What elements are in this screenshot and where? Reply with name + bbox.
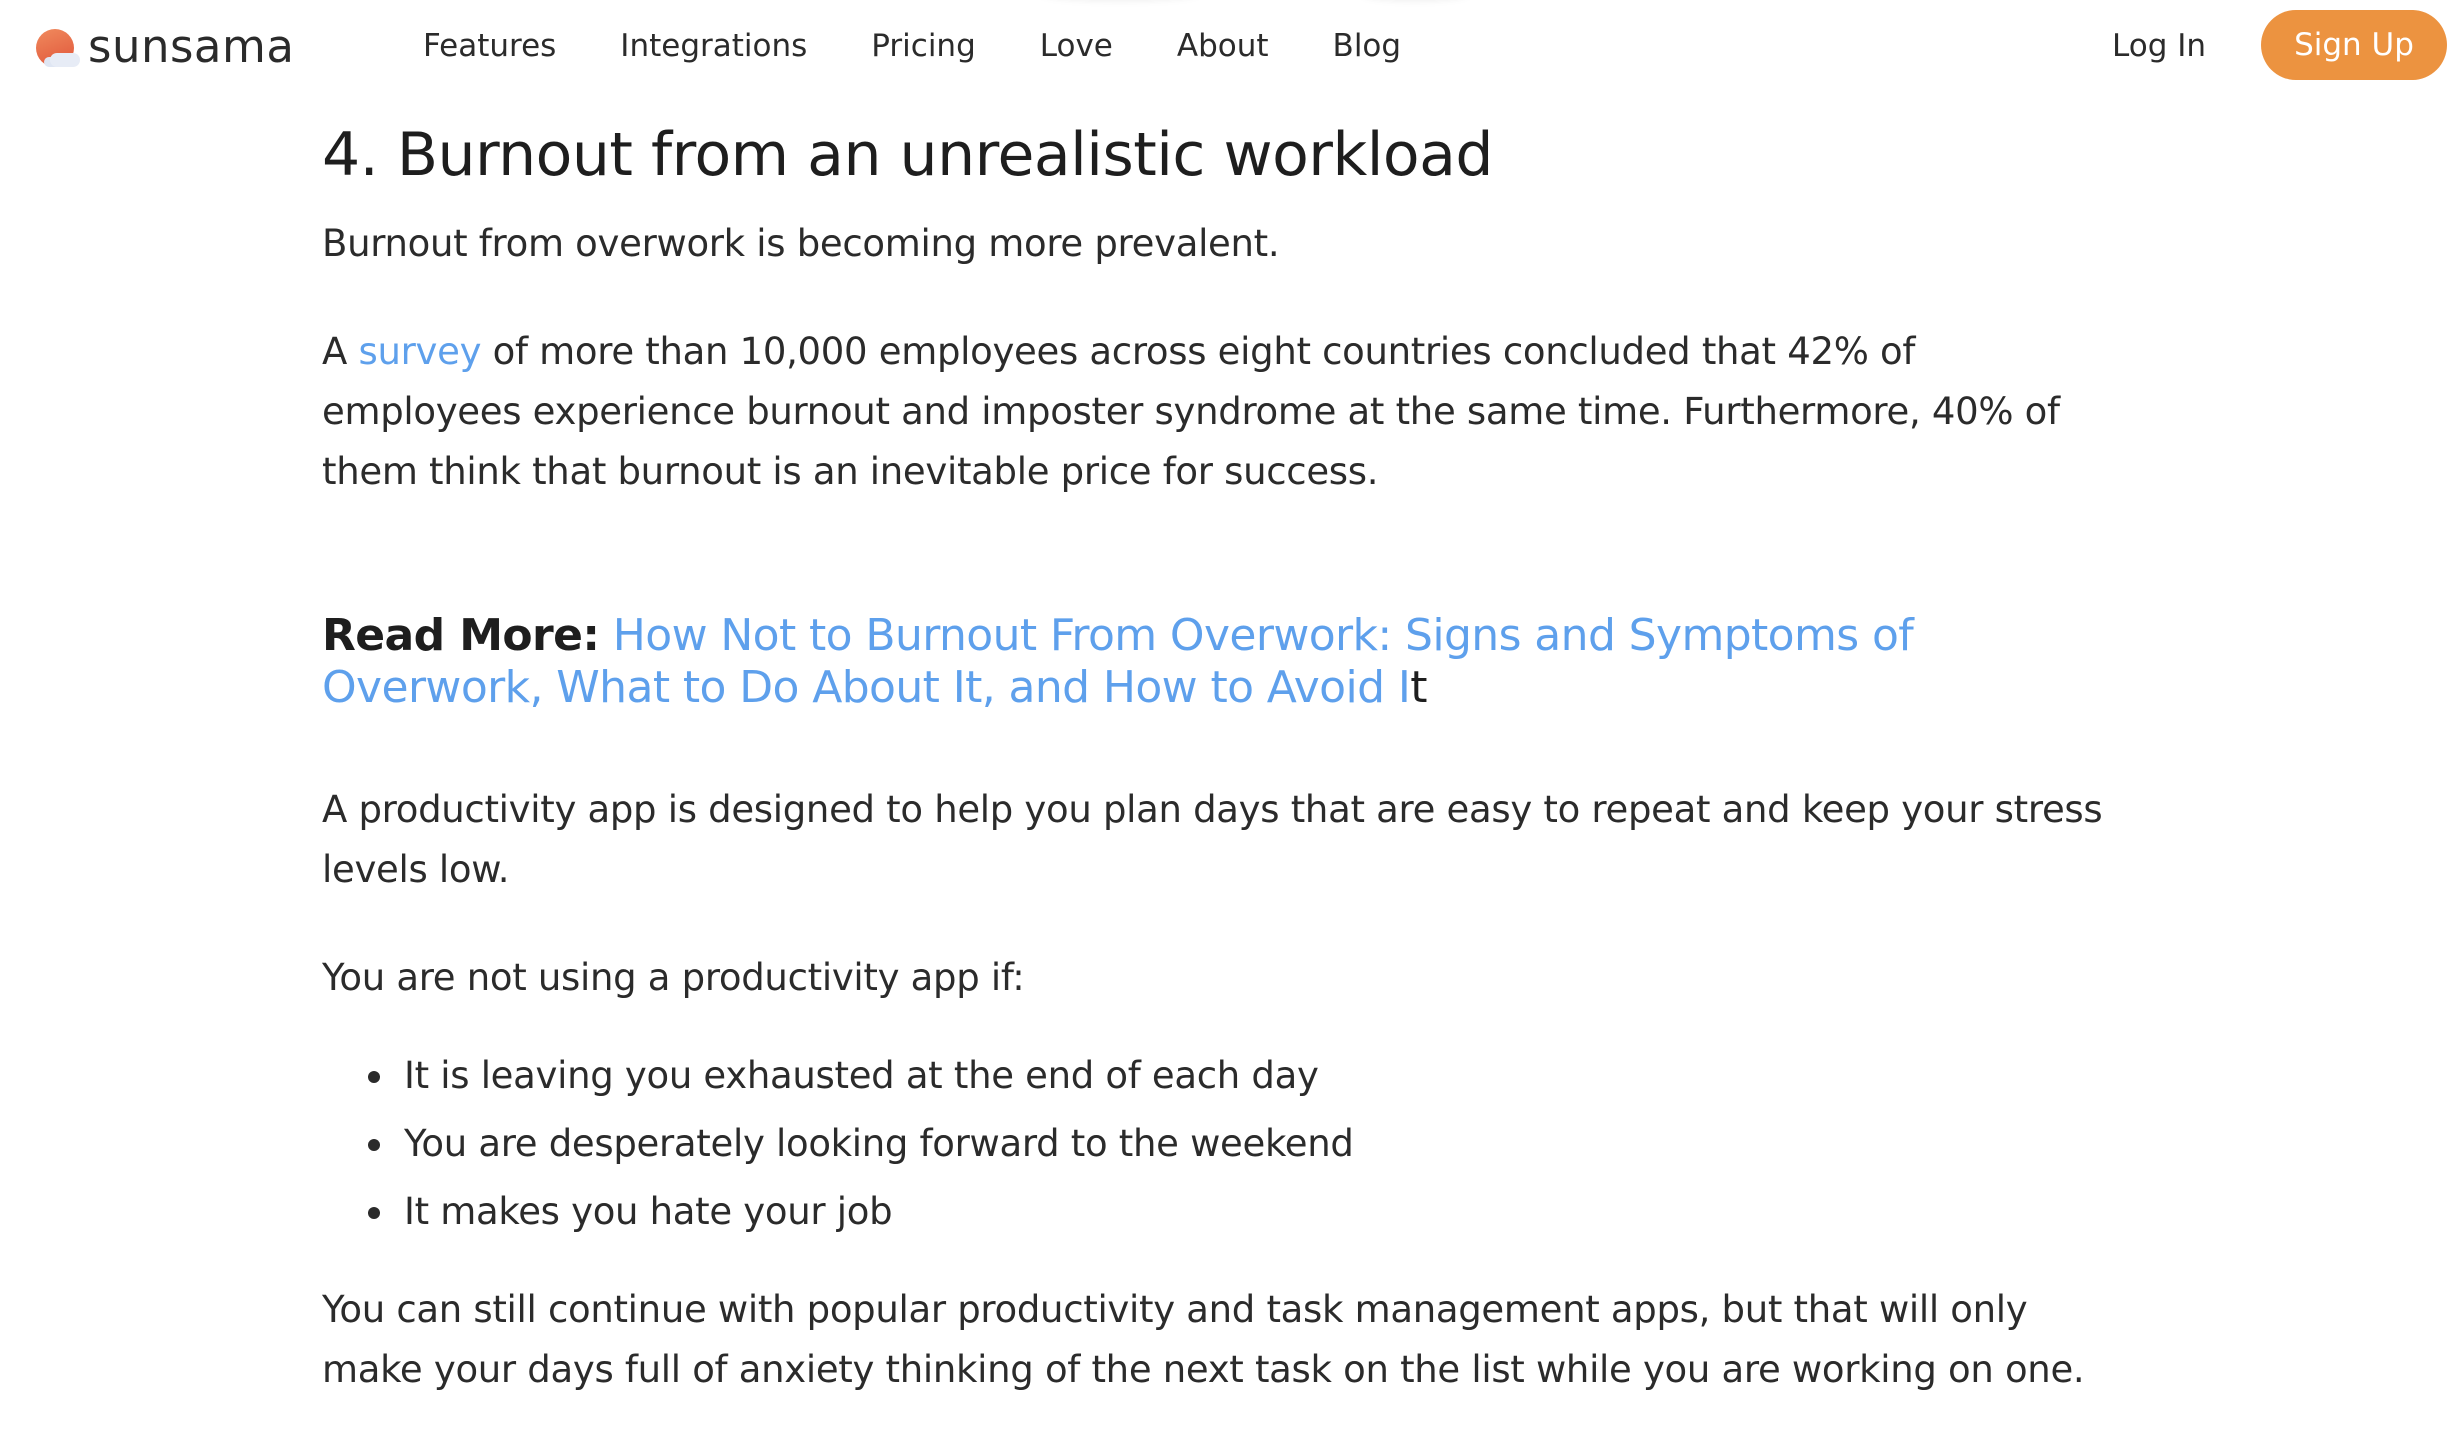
nav-integrations[interactable]: Integrations	[620, 28, 808, 64]
signup-button[interactable]: Sign Up	[2261, 10, 2447, 80]
site-header	[0, 0, 2464, 96]
paragraph-text: of more than 10,000 employees across eight countries concluded that 42% of employees experience burnout and imposter syndrome at the same time. Furthermore, 40% of them think that burnout is an inevitable price for success.	[322, 330, 2060, 493]
survey-link[interactable]: survey	[358, 330, 482, 373]
bullet-icon	[368, 1071, 380, 1083]
paragraph-text: A	[322, 330, 359, 373]
nav-pricing[interactable]: Pricing	[871, 28, 976, 64]
login-link[interactable]: Log In	[2112, 28, 2207, 64]
list-item	[322, 1178, 2122, 1246]
list-item-text: It is leaving you exhausted at the end of each day	[404, 1054, 1319, 1097]
sun-cloud-logo-icon	[32, 21, 82, 71]
paragraph-list-intro: You are not using a productivity app if:	[322, 956, 1025, 999]
logo-wordmark: sunsama	[88, 19, 295, 73]
paragraph-conclusion: You can still continue with popular productivity and task management apps, but that will only make your days full of anxiety thinking of the next task on the list while you are working on one.	[322, 1288, 2085, 1391]
symptom-list	[322, 1042, 2122, 1246]
paragraph-intro: Burnout from overwork is becoming more prevalent.	[322, 222, 1280, 265]
paragraph-app-purpose: A productivity app is designed to help you plan days that are easy to repeat and keep your stress levels low.	[322, 788, 2103, 891]
section-heading: 4. Burnout from an unrealistic workload	[322, 120, 1493, 190]
nav-features[interactable]: Features	[423, 28, 557, 64]
read-more-tail: t	[1410, 662, 1427, 713]
read-more-callout	[322, 610, 2122, 714]
list-item-text: It makes you hate your job	[404, 1190, 893, 1233]
list-item	[322, 1042, 2122, 1110]
main-nav	[423, 22, 1401, 70]
read-more-label: Read More:	[322, 610, 600, 661]
bullet-icon	[368, 1139, 380, 1151]
nav-blog[interactable]: Blog	[1332, 28, 1402, 64]
sunsama-logo[interactable]	[32, 18, 294, 74]
article-body	[322, 110, 2122, 1400]
header-shadow	[1360, 0, 1470, 2]
nav-love[interactable]: Love	[1039, 28, 1113, 64]
paragraph-survey	[322, 322, 2122, 502]
read-more-link[interactable]: How Not to Burnout From Overwork: Signs and Symptoms of Overwork, What to Do About It, and How to Avoid I	[322, 610, 1914, 713]
header-shadow	[1040, 0, 1200, 2]
list-item	[322, 1110, 2122, 1178]
bullet-icon	[368, 1207, 380, 1219]
nav-about[interactable]: About	[1176, 28, 1269, 64]
list-item-text: You are desperately looking forward to the weekend	[404, 1122, 1354, 1165]
